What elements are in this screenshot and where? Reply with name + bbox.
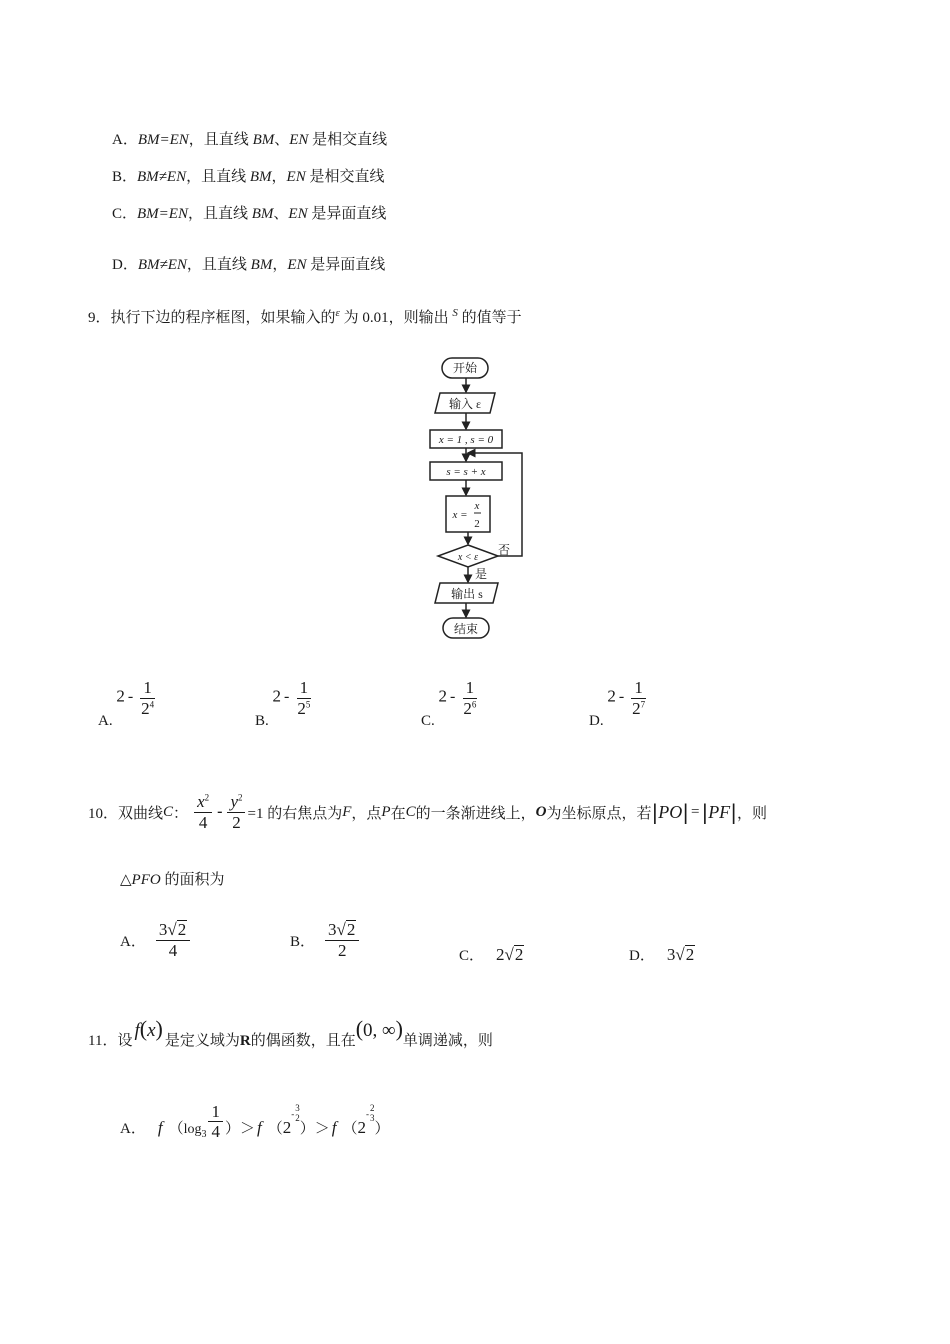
colon: ： [173, 805, 189, 822]
f: f [331, 1118, 337, 1137]
triangle-symbol: △ [120, 872, 132, 888]
option-label: A. [98, 713, 113, 730]
line-bm: BM [250, 257, 273, 273]
text: 是相交直线 [305, 169, 385, 185]
num [325, 920, 359, 941]
sep: 、 [274, 132, 290, 148]
text: 是定义域为 [164, 1033, 240, 1049]
q10-stem [88, 780, 767, 844]
paren-close: ） [224, 1121, 240, 1137]
f: f [257, 1118, 262, 1137]
line-en: EN [286, 169, 306, 185]
option-label: C． [459, 948, 485, 964]
sep: 、 [273, 206, 289, 222]
den: 2 [295, 1113, 300, 1124]
line-bm: BM [249, 169, 272, 185]
option-label: C． [112, 206, 138, 222]
exp: 2 [204, 792, 210, 803]
cond-label: x < ε [457, 552, 479, 563]
minus: - [217, 803, 223, 820]
base: 2 [297, 698, 306, 718]
real-set-r: R [239, 1033, 251, 1049]
text: ，且直线 [188, 132, 253, 148]
whole: 2 [116, 686, 125, 706]
line-en: EN [288, 206, 308, 222]
log-fraction [208, 1102, 223, 1142]
fraction [294, 678, 313, 718]
interval-values: 0, ∞ [363, 1020, 396, 1041]
text: 执行下边的程序框图，如果输入的 [110, 310, 336, 326]
f: f [134, 1020, 140, 1041]
coef: 3 [158, 920, 168, 939]
den: 2 [337, 940, 347, 960]
option-label: D． [629, 948, 655, 964]
whole: 2 [607, 686, 616, 706]
abs-bar: | [701, 800, 709, 824]
sqrt: √ 2 [167, 920, 187, 939]
option-label: D. [589, 713, 604, 730]
text: =1 的右焦点为 [247, 805, 343, 822]
text: 为 0.01，则输出 [339, 310, 453, 326]
den [138, 699, 157, 719]
fraction [460, 678, 479, 718]
den: 4 [211, 1122, 220, 1142]
pfo: PFO [131, 872, 161, 888]
text: 在 [390, 805, 406, 822]
expr: BM≠EN [137, 257, 187, 273]
text: 为坐标原点，若 [546, 805, 652, 822]
sqrt: √ 2 [336, 920, 356, 939]
sqrt: √ 2 [675, 944, 695, 964]
base-two: 2 [357, 1118, 367, 1137]
q9-option-b [255, 678, 315, 730]
fraction [325, 920, 359, 960]
option-label: C. [421, 713, 435, 730]
den: 4 [198, 812, 208, 832]
fraction [629, 678, 648, 718]
option-label: B． [112, 169, 138, 185]
text: ，且直线 [186, 169, 250, 185]
exponent [366, 1104, 375, 1124]
den: 4 [168, 940, 178, 960]
sep: ， [271, 169, 287, 185]
num [194, 792, 212, 813]
q9-option-c [421, 678, 481, 730]
num [227, 792, 245, 813]
option-label: A． [120, 1121, 146, 1137]
line-en: EN [289, 132, 309, 148]
base: 2 [463, 698, 472, 718]
den [629, 699, 648, 719]
q8-option-a [112, 128, 387, 149]
interval: (0, ∞) [355, 1016, 403, 1041]
num: 1 [297, 678, 312, 699]
paren-close: ） [374, 1121, 390, 1137]
q10-stem-line2 [120, 868, 224, 889]
curve-c: C [405, 803, 416, 820]
start-label: 开始 [452, 361, 478, 375]
text: ，点 [351, 805, 382, 822]
q9-option-d [589, 678, 650, 730]
option-label: A． [120, 933, 146, 950]
greater-than: ＞ [314, 1121, 330, 1137]
q10-option-b [290, 920, 361, 960]
end-label: 结束 [453, 622, 479, 636]
update-x-lhs: x = [452, 509, 468, 521]
num: 1 [208, 1102, 223, 1123]
text: ，且直线 [186, 257, 251, 273]
sign: - [366, 1109, 370, 1120]
minus: - [127, 688, 134, 706]
q8-option-b [112, 165, 384, 186]
equals: = [690, 803, 700, 820]
paren-open: （ [168, 1121, 184, 1137]
num: 1 [140, 678, 155, 699]
update-x-den: 2 [474, 518, 480, 530]
den [460, 699, 479, 719]
fraction [156, 920, 190, 960]
f: f [157, 1118, 163, 1137]
point-p: P [381, 803, 391, 820]
abs-bar: | [651, 800, 659, 824]
q11-option-a [120, 1094, 390, 1142]
text: 单调递减，则 [402, 1033, 493, 1049]
sqrt: √ 2 [504, 944, 524, 964]
whole: 2 [272, 686, 282, 706]
fraction [138, 678, 157, 718]
exp: 5 [305, 698, 311, 709]
option-label: D． [112, 257, 138, 273]
q10-option-a [120, 920, 192, 960]
option-label: B. [255, 713, 269, 730]
text: 设 [117, 1033, 133, 1049]
whole: 2 [438, 686, 448, 706]
origin-o: O [535, 803, 547, 820]
expr: BM≠EN [137, 169, 187, 185]
base-two: 2 [282, 1118, 292, 1137]
fraction-y [227, 792, 245, 832]
update-x-num: x [474, 500, 480, 512]
question-number: 10． [88, 805, 119, 822]
num: 3 [295, 1103, 300, 1114]
line-bm: BM [252, 132, 275, 148]
abs-bar: | [730, 800, 737, 824]
line-en: EN [287, 257, 307, 273]
text: 的一条渐进线上， [415, 805, 536, 822]
base: 2 [632, 698, 641, 718]
q9-stem [88, 306, 522, 327]
focus-f: F [342, 803, 352, 820]
curve-c: C [163, 803, 174, 820]
expr: BM=EN [137, 132, 189, 148]
text: 的偶函数，且在 [250, 1033, 356, 1049]
text: ，且直线 [187, 206, 252, 222]
num: 2 [370, 1103, 375, 1114]
minus: - [450, 688, 456, 706]
greater-than: ＞ [240, 1121, 256, 1137]
q8-option-d [112, 253, 385, 274]
expr [667, 945, 695, 965]
fraction-x [194, 792, 212, 832]
text: 是异面直线 [306, 257, 386, 273]
exp: 4 [149, 698, 155, 709]
pf: PF [708, 801, 731, 822]
var: y [230, 791, 238, 811]
minus: - [284, 688, 290, 706]
paren-open: （ [342, 1121, 358, 1137]
q8-option-c [112, 202, 386, 223]
exponent [291, 1104, 300, 1124]
minus: - [618, 688, 625, 706]
den [294, 699, 313, 719]
coef: 3 [666, 944, 676, 964]
log-base: 3 [201, 1129, 207, 1140]
q10-option-c [459, 944, 524, 965]
epsilon: ε [335, 307, 340, 319]
text: ，则 [736, 805, 767, 822]
q10-option-d [629, 944, 695, 965]
abs-bar: | [682, 800, 689, 824]
update-s-label: s = s + x [446, 466, 486, 478]
den: 2 [232, 812, 241, 832]
radicand: 2 [514, 944, 524, 964]
num: 1 [463, 678, 478, 699]
q9-option-a [98, 678, 159, 730]
radicand: 2 [177, 920, 187, 939]
init-label: x = 1 , s = 0 [438, 434, 494, 446]
coef: 2 [496, 944, 505, 964]
den: 3 [370, 1113, 375, 1124]
num [156, 920, 190, 941]
input-label: 输入 ε [448, 397, 482, 411]
exp: 2 [237, 792, 243, 803]
num: 1 [631, 678, 646, 699]
radicand: 2 [685, 944, 695, 964]
question-number: 9． [88, 310, 111, 326]
exp: 6 [471, 698, 477, 709]
yes-label: 是 [474, 567, 488, 581]
line-bm: BM [251, 206, 274, 222]
expr: BM=EN [137, 206, 188, 222]
paren-close: ） [299, 1121, 315, 1137]
flowchart [410, 348, 540, 648]
log: log [183, 1122, 202, 1137]
q11-stem [88, 1014, 493, 1054]
coef: 3 [328, 920, 337, 939]
s-symbol: S [452, 307, 458, 319]
base: 2 [141, 698, 150, 718]
function-fx: f(x) [134, 1016, 163, 1041]
option-label: B． [290, 933, 316, 950]
sign: - [291, 1109, 295, 1120]
text: 的值等于 [457, 310, 522, 326]
var: x [197, 791, 205, 811]
text: 的面积为 [160, 872, 225, 888]
text: 是相交直线 [308, 132, 388, 148]
text: 是异面直线 [307, 206, 387, 222]
exp: 7 [640, 698, 646, 709]
paren-open: （ [267, 1121, 283, 1137]
output-label: 输出 s [451, 587, 483, 601]
question-number: 11． [88, 1033, 118, 1049]
text: 双曲线 [118, 805, 164, 822]
po: PO [658, 801, 683, 822]
radicand: 2 [346, 920, 356, 939]
expr [496, 945, 524, 965]
sep: ， [272, 257, 288, 273]
x: x [147, 1020, 156, 1041]
no-label: 否 [497, 543, 511, 557]
option-label: A． [112, 132, 138, 148]
